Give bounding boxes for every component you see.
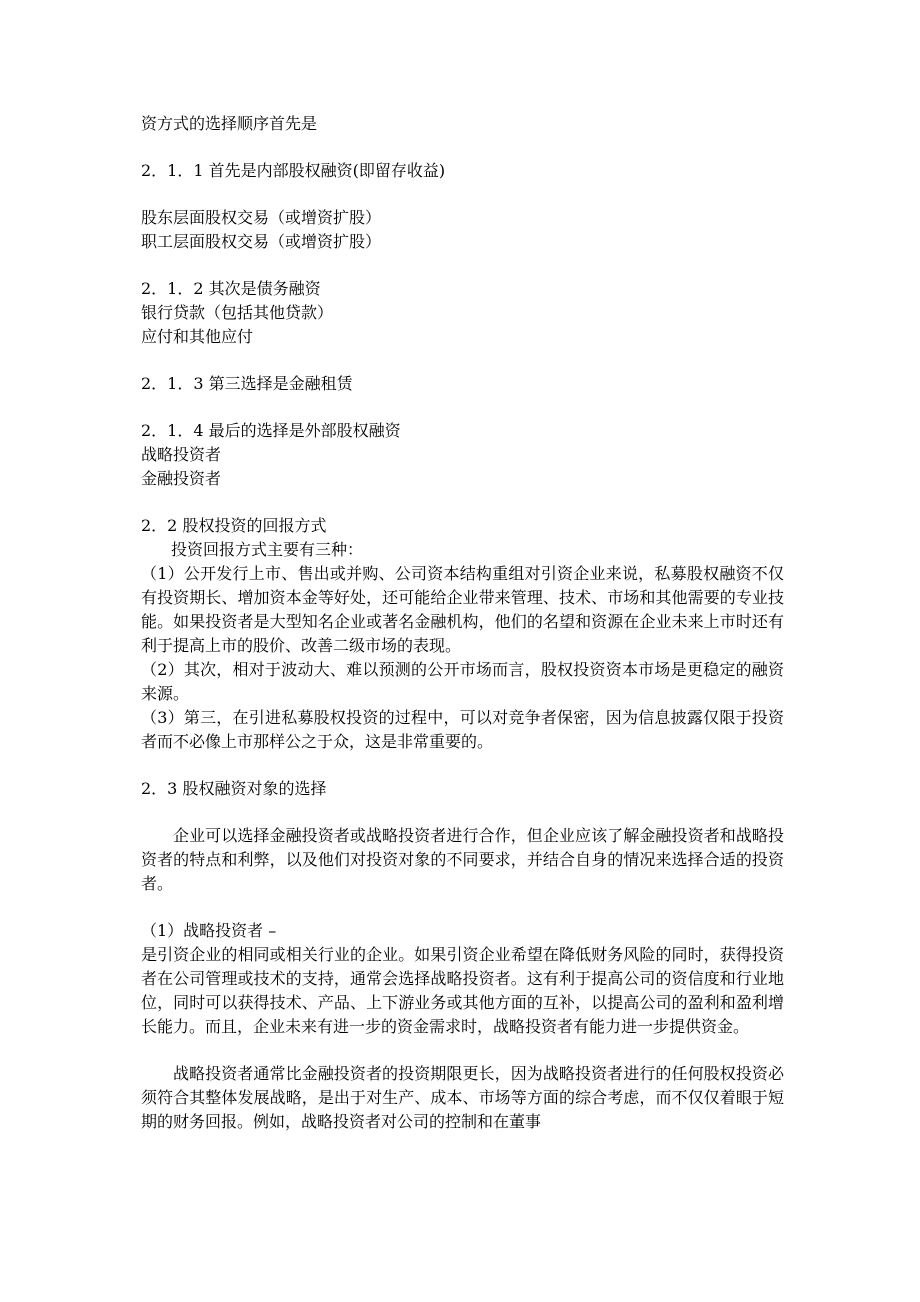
paragraph: （3）第三，在引进私募股权投资的过程中，可以对竞争者保密，因为信息披露仅限于投资者而不必像上市那样公之于众，这是非常重要的。 (141, 708, 784, 751)
paragraph: （1）公开发行上市、售出或并购、公司资本结构重组对引资企业来说，私募股权融资不仅有投资期长、增加资本金等好处，还可能给企业带来管理、技术、市场和其他需要的专业技能。如果投资者是大型知名企业或著名金融机构，他们的名望和资源在企业未来上市时还有利于提高上市的股价、改善二级市场的表现。 (141, 564, 784, 655)
section-heading-2-1-4: 2．1．4 最后的选择是外部股权融资 (141, 421, 401, 440)
section-heading-2-1-3: 2．1．3 第三选择是金融租赁 (141, 374, 353, 393)
paragraph: 企业可以选择金融投资者或战略投资者进行合作，但企业应该了解金融投资者和战略投资者的特点和利弊，以及他们对投资对象的不同要求，并结合自身的情况来选择合适的投资者。 (141, 826, 784, 893)
list-item: 战略投资者 (141, 445, 222, 464)
list-item: 银行贷款（包括其他贷款） (141, 303, 334, 322)
text-line: 资方式的选择顺序首先是 (141, 114, 318, 133)
section-heading-2-1-1: 2．1．1 首先是内部股权融资(即留存收益) (141, 161, 446, 180)
list-item: 股东层面股权交易（或增资扩股） (141, 208, 382, 227)
text-line: 投资回报方式主要有三种： (171, 540, 364, 559)
text-line: （1）战略投资者 – (141, 921, 277, 940)
section-heading-2-1-2: 2．1．2 其次是债务融资 (141, 279, 321, 298)
section-heading-2-3: 2．3 股权融资对象的选择 (141, 779, 327, 798)
list-item: 职工层面股权交易（或增资扩股） (141, 232, 382, 251)
paragraph: 是引资企业的相同或相关行业的企业。如果引资企业希望在降低财务风险的同时，获得投资者在公司管理或技术的支持，通常会选择战略投资者。这有利于提高公司的资信度和行业地位，同时可以获得技术、产品、上下游业务或其他方面的互补，以提高公司的盈利和盈利增长能力。而且，企业未来有进一步的资金需求时，战略投资者有能力进一步提供资金。 (141, 945, 784, 1036)
paragraph: （2）其次，相对于波动大、难以预测的公开市场而言，股权投资资本市场是更稳定的融资来源。 (141, 660, 784, 703)
paragraph: 战略投资者通常比金融投资者的投资期限更长，因为战略投资者进行的任何股权投资必须符合其整体发展战略，是出于对生产、成本、市场等方面的综合考虑，而不仅仅着眼于短期的财务回报。例如，战略投资者对公司的控制和在董事 (141, 1064, 784, 1131)
section-heading-2-2: 2．2 股权投资的回报方式 (141, 516, 327, 535)
list-item: 金融投资者 (141, 469, 222, 488)
list-item: 应付和其他应付 (141, 327, 254, 346)
document-page (141, 112, 784, 1134)
